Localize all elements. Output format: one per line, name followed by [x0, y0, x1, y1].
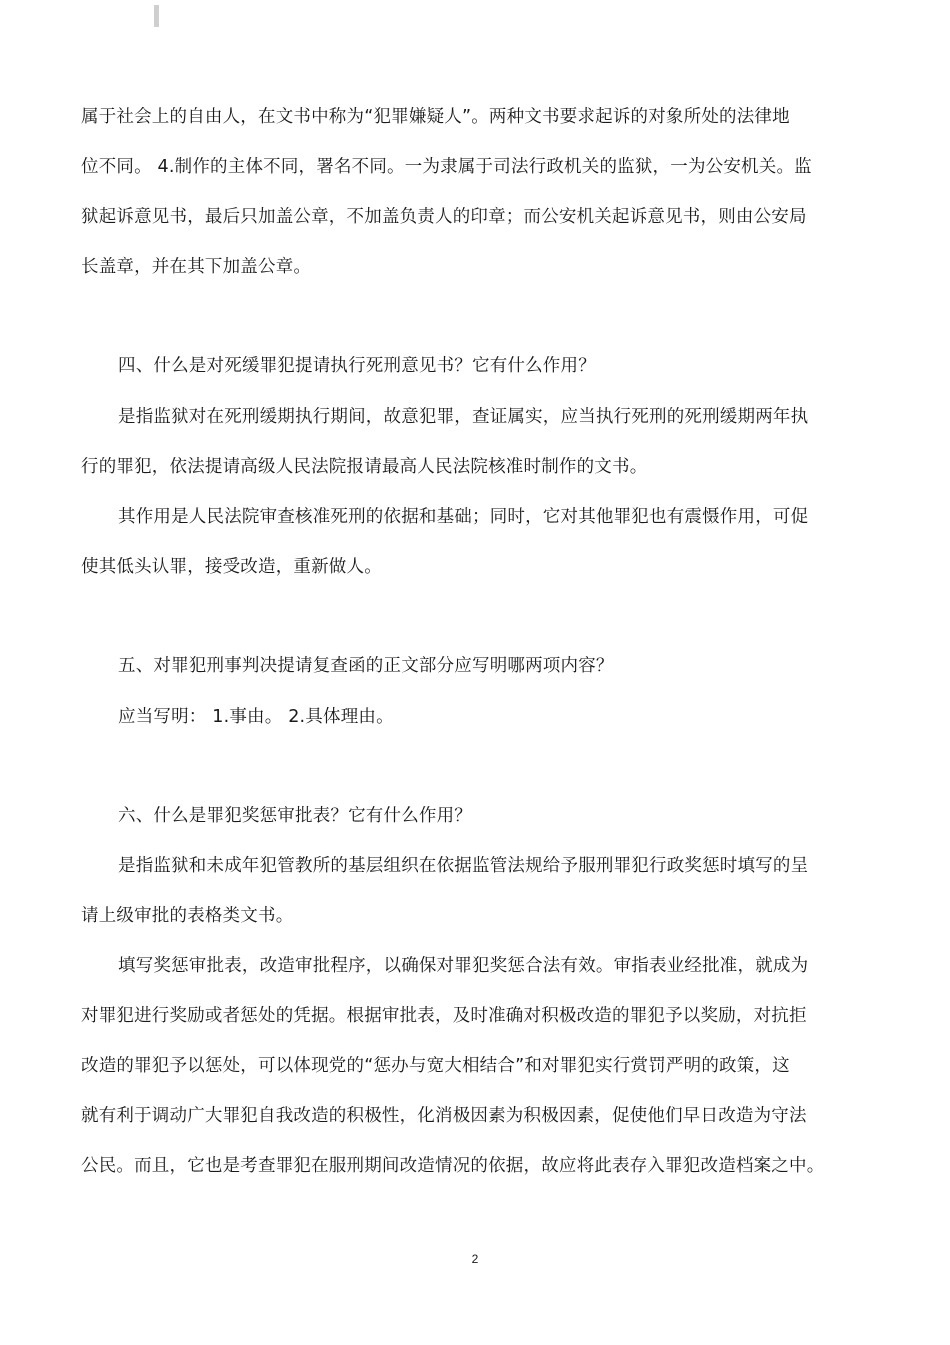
text-line: 是指监狱对在死刑缓期执行期间，故意犯罪，查证属实，应当执行死刑的死刑缓期两年执: [118, 407, 809, 427]
text-line: 长盖章，并在其下加盖公章。: [81, 257, 312, 277]
text-line: 就有利于调动广大罪犯自我改造的积极性，化消极因素为积极因素，促使他们早日改造为守法: [81, 1106, 807, 1126]
question-heading: 五、对罪犯刑事判决提请复查函的正文部分应写明哪两项内容？: [118, 656, 614, 676]
text-line: 对罪犯进行奖励或者惩处的凭据。根据审批表，及时准确对积极改造的罪犯予以奖励，对抗拒: [81, 1006, 807, 1026]
text-line: 填写奖惩审批表，改造审批程序，以确保对罪犯奖惩合法有效。审指表业经批准，就成为: [118, 956, 809, 976]
text-line: 其作用是人民法院审查核准死刑的依据和基础；同时，它对其他罪犯也有震慑作用，可促: [118, 507, 809, 527]
question-heading: 四、什么是对死缓罪犯提请执行死刑意见书？它有什么作用？: [118, 356, 596, 376]
text-line: 使其低头认罪，接受改造，重新做人。: [81, 557, 382, 577]
text-line: 位不同。 4.制作的主体不同，署名不同。一为隶属于司法行政机关的监狱，一为公安机关。监: [81, 157, 812, 177]
text-line: 属于社会上的自由人，在文书中称为“犯罪嫌疑人”。两种文书要求起诉的对象所处的法律地: [81, 107, 790, 127]
text-line: 是指监狱和未成年犯管教所的基层组织在依据监管法规给予服刑罪犯行政奖惩时填写的呈: [118, 856, 809, 876]
text-line: 公民。而且，它也是考查罪犯在服刑期间改造情况的依据，故应将此表存入罪犯改造档案之中。: [81, 1156, 825, 1176]
text-line: 行的罪犯，依法提请高级人民法院报请最高人民法院核准时制作的文书。: [81, 457, 648, 477]
text-line: 狱起诉意见书，最后只加盖公章，不加盖负责人的印章；而公安机关起诉意见书，则由公安局: [81, 207, 807, 227]
text-line: 请上级审批的表格类文书。: [81, 906, 294, 926]
question-heading: 六、什么是罪犯奖惩审批表？它有什么作用？: [118, 806, 472, 826]
text-line: 应当写明： 1.事由。 2.具体理由。: [118, 707, 394, 727]
scan-artifact-mark: [154, 5, 159, 27]
text-line: 改造的罪犯予以惩处，可以体现党的“惩办与宽大相结合”和对罪犯实行赏罚严明的政策，这: [81, 1056, 790, 1076]
page-number: 2: [471, 1252, 479, 1266]
